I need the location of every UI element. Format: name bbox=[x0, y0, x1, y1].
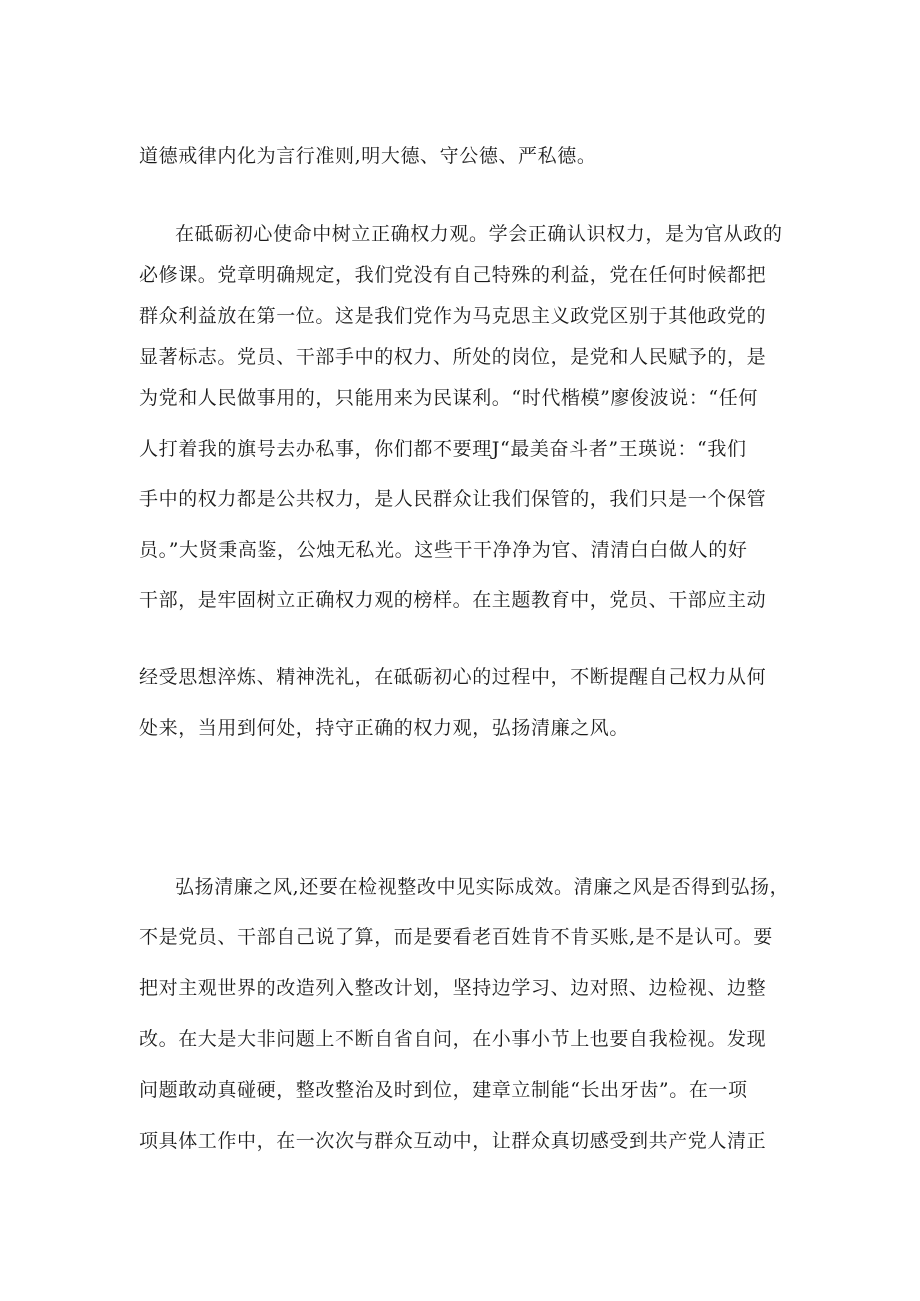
text-line: 必修课。党章明确规定，我们党没有自己特殊的利益，党在任何时候都把 bbox=[139, 264, 767, 286]
text-line: 员。”大贤秉高鉴，公烛无私光。这些干干净净为官、清清白白做人的好 bbox=[139, 539, 748, 561]
text-line: 在砥砺初心使命中树立正确权力观。学会正确认识权力，是为官从政的 bbox=[175, 223, 783, 245]
text-line: 为党和人民做事用的，只能用来为民谋利。“时代楷模”廖俊波说：“任何 bbox=[139, 387, 758, 409]
text-line: 经受思想淬炼、精神洗礼，在砥砺初心的过程中，不断提醒自己权力从何 bbox=[139, 666, 767, 688]
text-line: 干部，是牢固树立正确权力观的榜样。在主题教育中，党员、干部应主动 bbox=[139, 589, 767, 611]
text-line: 问题敢动真碰硬，整改整治及时到位，建章立制能“长出牙齿”。在一项 bbox=[139, 1079, 748, 1101]
text-line: 群众利益放在第一位。这是我们党作为马克思主义政党区别于其他政党的 bbox=[139, 305, 767, 327]
text-line: 处来，当用到何处，持守正确的权力观，弘扬清廉之风。 bbox=[139, 717, 630, 739]
text-line: 道德戒律内化为言行准则,明大德、守公德、严私德。 bbox=[139, 145, 597, 167]
text-line: 改。在大是大非问题上不断自省自问，在小事小节上也要自我检视。发现 bbox=[139, 1028, 767, 1050]
text-line: 不是党员、干部自己说了算，而是要看老百姓肯不肯买账,是不是认可。要 bbox=[139, 926, 773, 948]
text-line: 人打着我的旗号去办私事，你们都不要理J“最美奋斗者”王瑛说：“我们 bbox=[139, 438, 747, 460]
text-line: 项具体工作中，在一次次与群众互动中，让群众真切感受到共产党人清正 bbox=[139, 1130, 767, 1152]
text-line: 显著标志。党员、干部手中的权力、所处的岗位，是党和人民赋予的，是 bbox=[139, 346, 767, 368]
text-line: 弘扬清廉之风,还要在检视整改中见实际成效。清廉之风是否得到弘扬， bbox=[175, 876, 790, 898]
text-line: 把对主观世界的改造列入整改计划，坚持边学习、边对照、边检视、边整 bbox=[139, 977, 767, 999]
text-line: 手中的权力都是公共权力，是人民群众让我们保管的，我们只是一个保管 bbox=[139, 488, 767, 510]
